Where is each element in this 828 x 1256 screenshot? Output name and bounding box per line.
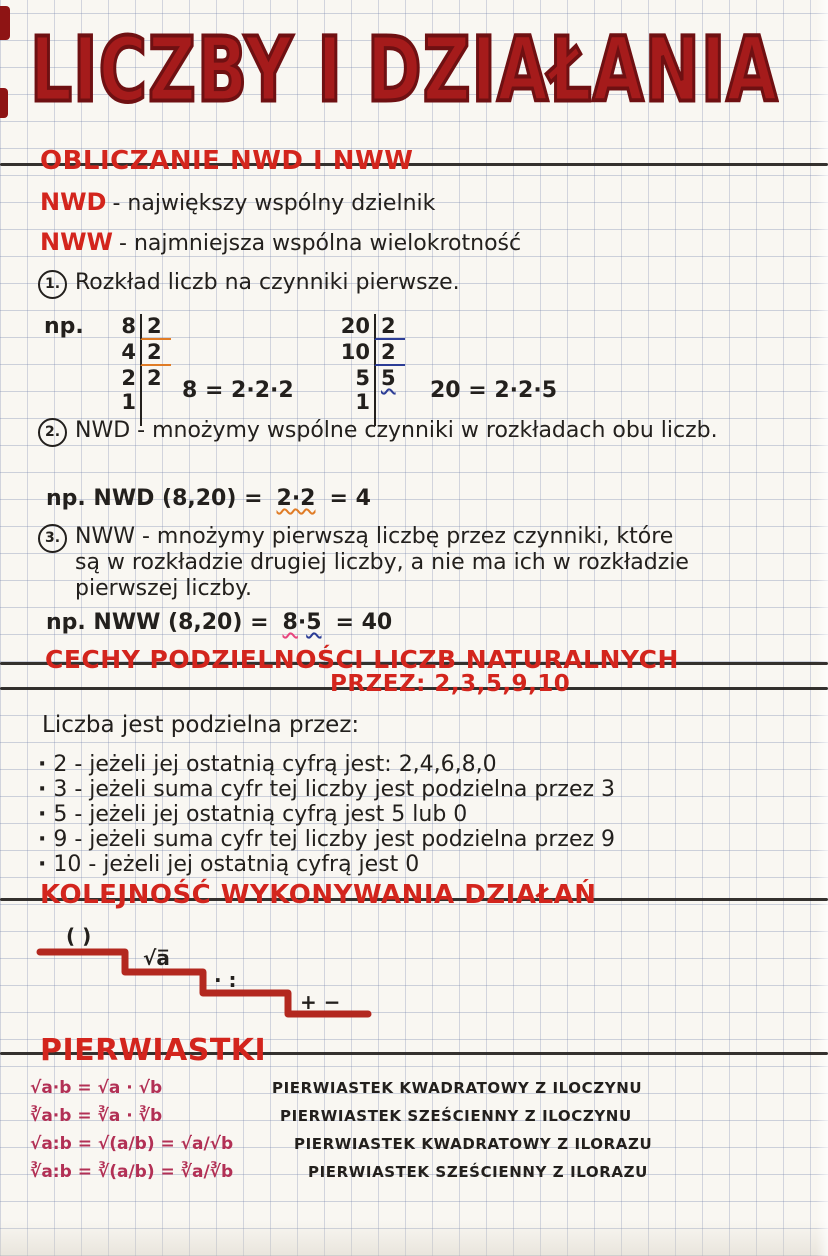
- cell: 1: [121, 390, 136, 414]
- term-nwd: NWD: [40, 188, 107, 216]
- term-nww: NWW: [40, 228, 114, 256]
- section-heading-roots: PIERWIASTKI: [40, 1033, 267, 1068]
- example-label: np.: [44, 314, 84, 339]
- cell: 2: [140, 340, 171, 366]
- step-1-number: 1.: [38, 270, 67, 299]
- table-row: [100, 366, 171, 390]
- page-edge-mark: [0, 6, 10, 40]
- cell: 8: [121, 314, 136, 338]
- example-nwd-suffix: = 4: [329, 486, 371, 511]
- cell: 2: [140, 366, 171, 390]
- divisibility-intro: Liczba jest podzielna przez:: [42, 712, 360, 738]
- example-nww: [46, 610, 392, 635]
- example-nwd: [46, 486, 371, 511]
- cell: 2: [374, 314, 405, 340]
- factor-result-8: 8 = 2·2·2: [182, 378, 294, 403]
- factor-result-20: 20 = 2·2·5: [430, 378, 558, 403]
- section-heading-divisibility-line1: CECHY PODZIELNOŚCI LICZB NATURALNYCH: [45, 645, 679, 674]
- section-heading-divisibility-line2: PRZEZ: 2,3,5,9,10: [330, 671, 571, 697]
- cell: 20: [340, 314, 370, 338]
- definition-nwd-text: - największy wspólny dzielnik: [112, 191, 436, 216]
- table-row: [100, 314, 171, 340]
- example-nwd-highlight: 2·2: [276, 486, 316, 511]
- cell: 4: [121, 340, 136, 364]
- cell: 2: [140, 314, 171, 340]
- step-2-text: NWD - mnożymy wspólne czynniki w rozkładach obu liczb.: [75, 418, 718, 443]
- root-label: PIERWIASTEK SZEŚCIENNY Z ILOCZYNU: [280, 1107, 632, 1125]
- divisibility-rule: · 3 - jeżeli suma cyfr tej liczby jest podzielna przez 3: [38, 777, 808, 802]
- example-nww-dot: ·: [297, 610, 307, 635]
- example-nww-prefix: np. NWW (8,20) =: [46, 610, 269, 635]
- step-3: [38, 524, 698, 602]
- root-label: PIERWIASTEK KWADRATOWY Z ILOCZYNU: [272, 1079, 643, 1097]
- example-nww-suffix: = 40: [335, 610, 393, 635]
- step-3-text: NWW - mnożymy pierwszą liczbę przez czynniki, które są w rozkładzie drugiej liczby, a nie ma ich w rozkładzie pierwszej liczby.: [75, 524, 689, 601]
- cell: [374, 390, 405, 414]
- table-row: [326, 390, 405, 414]
- page-right-edge: [816, 0, 828, 1256]
- step-1: [38, 270, 778, 299]
- root-rule-row: [30, 1106, 632, 1126]
- example-nww-factor2: 5: [306, 610, 322, 635]
- definition-nwd: [40, 188, 435, 217]
- table-row: [326, 314, 405, 340]
- cell: 5: [355, 366, 370, 390]
- factor-table-8: [100, 314, 171, 426]
- example-nww-factor1: 8: [282, 610, 298, 635]
- root-rule-row: [30, 1078, 642, 1098]
- stair-step-root: √a̅: [143, 946, 170, 970]
- page-edge-mark: [0, 88, 8, 118]
- table-row: [100, 390, 171, 414]
- definition-nww: [40, 228, 521, 257]
- page-title: LICZBY I DZIAŁANIA: [30, 18, 779, 122]
- root-formula: ∛a:b = ∛(a/b) = ∛a/∛b: [30, 1162, 234, 1182]
- definition-nww-text: - najmniejsza wspólna wielokrotność: [119, 231, 522, 256]
- stair-step-multiply-divide: · :: [214, 968, 237, 992]
- example-nwd-prefix: np. NWD (8,20) =: [46, 486, 263, 511]
- root-label: PIERWIASTEK KWADRATOWY Z ILORAZU: [294, 1135, 653, 1153]
- step-2: [38, 418, 718, 447]
- factor-table-20: [326, 314, 405, 426]
- root-formula: ∛a·b = ∛a · ∛b: [30, 1106, 163, 1126]
- cell: [140, 390, 171, 414]
- cell: 10: [340, 340, 370, 364]
- section-heading-order: KOLEJNOŚĆ WYKONYWANIA DZIAŁAŃ: [40, 880, 597, 910]
- root-label: PIERWIASTEK SZEŚCIENNY Z ILORAZU: [308, 1163, 648, 1181]
- divisibility-rule: · 10 - jeżeli jej ostatnią cyfrą jest 0: [38, 852, 808, 877]
- divisibility-rule: · 2 - jeżeli jej ostatnią cyfrą jest: 2,4,6,8,0: [38, 752, 808, 777]
- cell: 2: [121, 366, 136, 390]
- cell: 1: [355, 390, 370, 414]
- cell: 5: [381, 366, 396, 390]
- root-formula: √a:b = √(a/b) = √a/√b: [30, 1134, 234, 1154]
- step-3-number: 3.: [38, 524, 67, 553]
- divisibility-rules: [38, 752, 808, 877]
- table-row: [326, 366, 405, 390]
- root-rule-row: [30, 1162, 648, 1182]
- cell: 2: [374, 340, 405, 366]
- stair-step-parentheses: ( ): [66, 924, 92, 948]
- table-row: [326, 340, 405, 366]
- stair-step-add-subtract: + −: [300, 990, 341, 1014]
- section-heading-nwd: OBLICZANIE NWD I NWW: [40, 146, 414, 176]
- page-bottom-shadow: [0, 1220, 828, 1256]
- step-1-text: Rozkład liczb na czynniki pierwsze.: [75, 270, 460, 295]
- divisibility-rule: · 9 - jeżeli suma cyfr tej liczby jest podzielna przez 9: [38, 827, 808, 852]
- step-2-number: 2.: [38, 418, 67, 447]
- table-row: [100, 340, 171, 366]
- root-rule-row: [30, 1134, 652, 1154]
- root-formula: √a·b = √a · √b: [30, 1078, 163, 1098]
- divisibility-rule: · 5 - jeżeli jej ostatnią cyfrą jest 5 lub 0: [38, 802, 808, 827]
